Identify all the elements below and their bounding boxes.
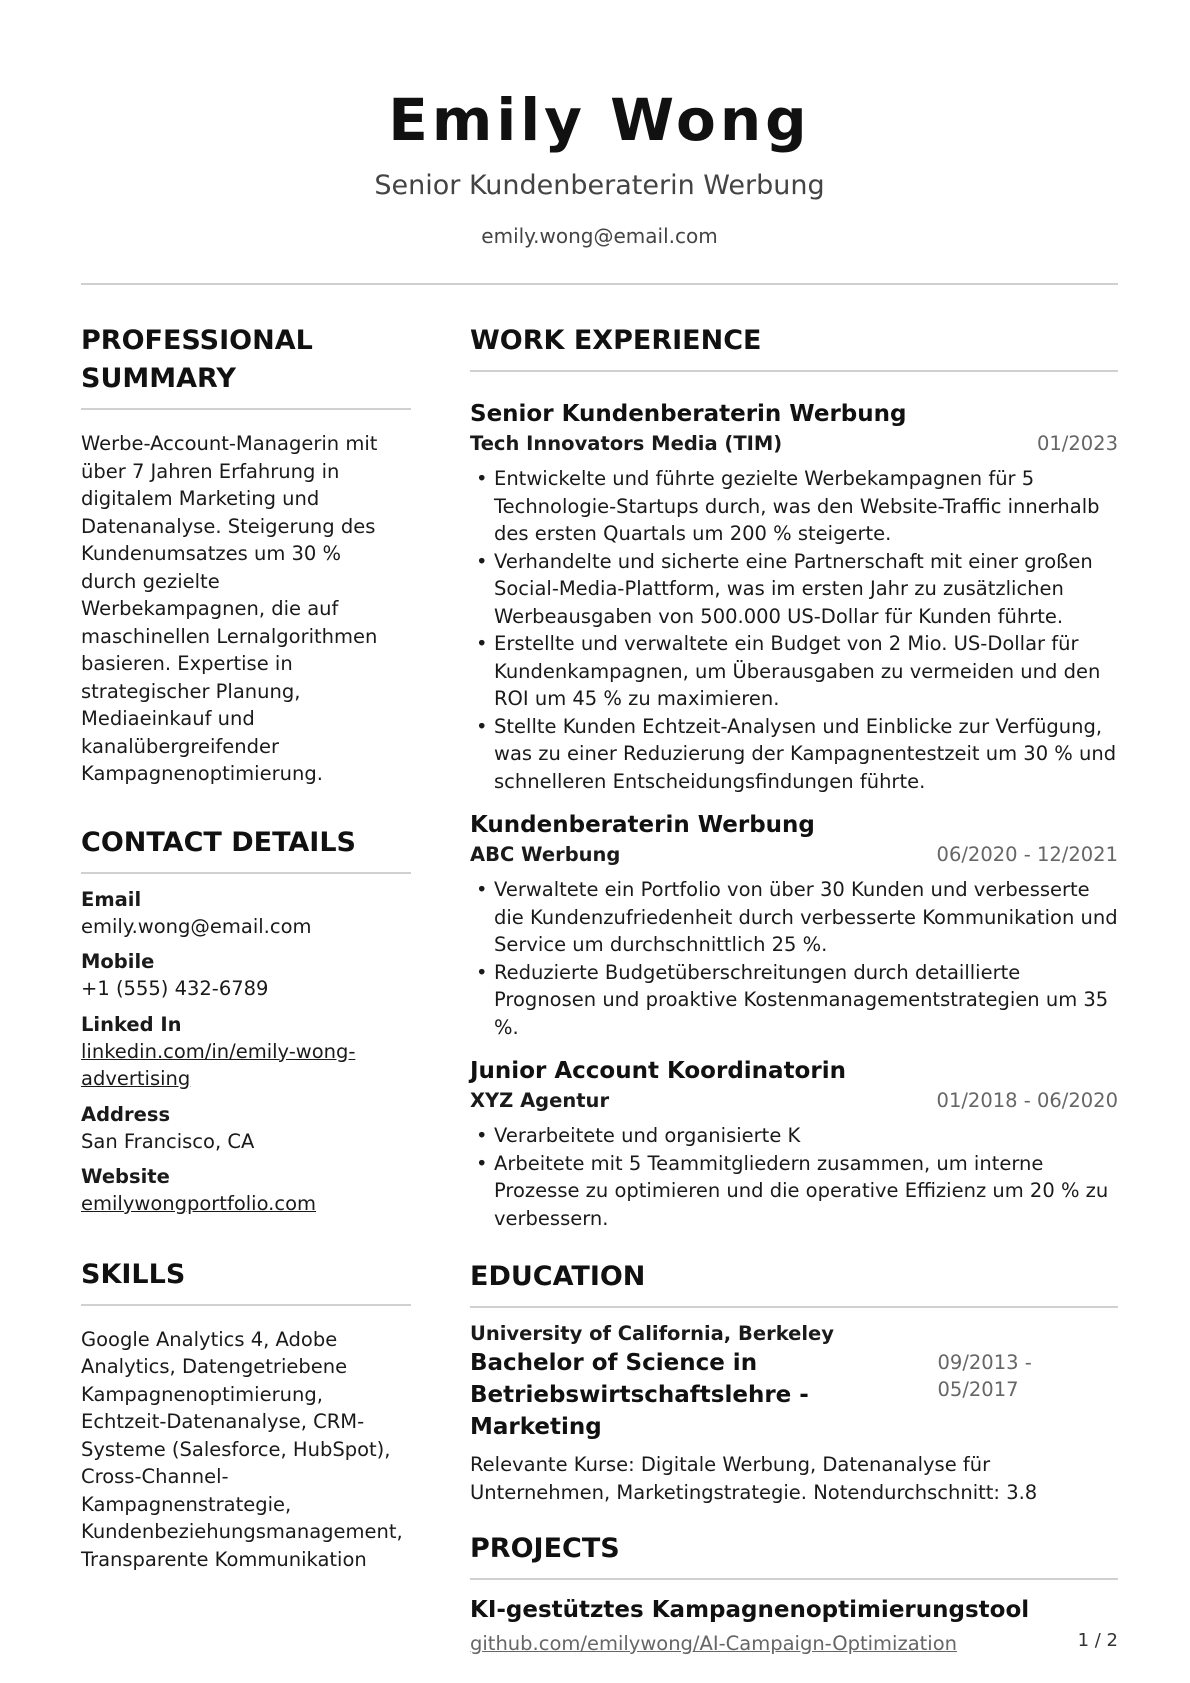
job-entry bbox=[470, 398, 1118, 795]
contact-value: emily.wong@email.com bbox=[81, 914, 312, 938]
contact-label: Email bbox=[81, 887, 142, 911]
job-date: 06/2020 - 12/2021 bbox=[936, 843, 1118, 866]
contact-linkedin bbox=[81, 1011, 411, 1093]
linkedin-link[interactable]: linkedin.com/in/emily-wong-advertising bbox=[81, 1039, 356, 1090]
job-bullets bbox=[470, 1122, 1118, 1232]
job-title: Senior Kundenberaterin Werbung bbox=[470, 401, 907, 427]
project-title: KI-gestütztes Kampagnenoptimierungstool bbox=[470, 1597, 1030, 1623]
contact-value: +1 (555) 432-6789 bbox=[81, 977, 269, 1000]
education-details: Relevante Kurse: Digitale Werbung, Datenanalyse für Unternehmen, Marketingstrategie. Notendurchschnitt: 3.8 bbox=[470, 1453, 1038, 1504]
header-email: emily.wong@email.com bbox=[481, 224, 718, 248]
contact-label: Linked In bbox=[81, 1012, 182, 1036]
candidate-name: Emily Wong bbox=[388, 86, 811, 154]
bullet-item: • Entwickelte und führte gezielte Werbekampagnen für 5 Technologie-Startups durch, was den Website-Traffic innerhalb des ersten Quartals um 200 % steigerte. bbox=[470, 465, 1118, 548]
contact-email bbox=[81, 886, 411, 941]
right-column bbox=[470, 322, 1118, 1658]
job-date: 01/2023 bbox=[1036, 432, 1118, 455]
company-name: XYZ Agentur bbox=[470, 1089, 610, 1112]
contact-label: Website bbox=[81, 1165, 170, 1188]
job-date: 01/2018 - 06/2020 bbox=[936, 1089, 1118, 1112]
left-column bbox=[81, 322, 411, 1573]
contact-divider bbox=[81, 872, 411, 874]
skills-heading: SKILLS bbox=[81, 1258, 186, 1290]
projects-section bbox=[470, 1530, 1118, 1658]
summary-heading: PROFESSIONAL SUMMARY bbox=[81, 325, 313, 394]
contact-mobile bbox=[81, 948, 411, 1003]
bullet-item: • Stellte Kunden Echtzeit-Analysen und Einblicke zur Verfügung, was zu einer Reduzierung der Kampagnentestzeit um 30 % und schnelleren Entscheidungsfindungen führte. bbox=[470, 713, 1118, 796]
skills-divider bbox=[81, 1304, 411, 1306]
projects-heading: PROJECTS bbox=[470, 1533, 620, 1564]
contact-website bbox=[81, 1163, 411, 1218]
contact-section bbox=[81, 824, 411, 1218]
job-title: Kundenberaterin Werbung bbox=[470, 812, 815, 838]
job-title: Junior Account Koordinatorin bbox=[470, 1058, 846, 1084]
job-bullets bbox=[470, 876, 1118, 1041]
summary-text: Werbe-Account-Managerin mit über 7 Jahren Erfahrung in digitalem Marketing und Datenanalyse. Steigerung des Kundenumsatzes um 30 % durch gezielte Werbekampagnen, die auf maschinellen Lernalgorithmen basieren. Expertise in strategischer Planung, Mediaeinkauf und kanalübergreifender Kampagnenoptimierung. bbox=[81, 432, 378, 785]
project-link[interactable]: github.com/emilywong/AI-Campaign-Optimization bbox=[470, 1632, 957, 1655]
bullet-item: • Arbeitete mit 5 Teammitgliedern zusammen, um interne Prozesse zu optimieren und die operative Effizienz um 20 % zu verbessern. bbox=[470, 1150, 1118, 1233]
contact-address bbox=[81, 1101, 411, 1156]
job-entry bbox=[470, 1055, 1118, 1232]
contact-label: Address bbox=[81, 1102, 171, 1126]
education-date: 09/2013 - 05/2017 bbox=[937, 1351, 1032, 1401]
job-entry bbox=[470, 809, 1118, 1041]
candidate-title: Senior Kundenberaterin Werbung bbox=[374, 170, 825, 201]
header-divider bbox=[81, 283, 1118, 285]
contact-label: Mobile bbox=[81, 950, 155, 973]
company-name: Tech Innovators Media (TIM) bbox=[470, 432, 783, 455]
skills-text: Google Analytics 4, Adobe Analytics, Datengetriebene Kampagnenoptimierung, Echtzeit-Datenanalyse, CRM-Systeme (Salesforce, HubSpot), Cross-Channel-Kampagnenstrategie, Kundenbeziehungsmanagement, Transparente Kommunikation bbox=[81, 1327, 403, 1571]
bullet-item: • Reduzierte Budgetüberschreitungen durch detaillierte Prognosen und proaktive Kostenmanagementstrategien um 35 %. bbox=[470, 959, 1118, 1042]
school-name: University of California, Berkeley bbox=[470, 1322, 834, 1345]
bullet-item: • Verhandelte und sicherte eine Partnerschaft mit einer großen Social-Media-Plattform, was im ersten Jahr zu zusätzlichen Werbeausgaben von 500.000 US-Dollar für Kunden führte. bbox=[470, 548, 1118, 631]
education-divider bbox=[470, 1306, 1118, 1308]
resume-header bbox=[81, 82, 1118, 250]
projects-divider bbox=[470, 1578, 1118, 1580]
summary-section bbox=[81, 322, 411, 788]
bullet-item: • Verwaltete ein Portfolio von über 30 Kunden und verbesserte die Kundenzufriedenheit durch verbesserte Kommunikation und Service um durchschnittlich 25 %. bbox=[470, 876, 1118, 959]
education-heading: EDUCATION bbox=[470, 1261, 646, 1292]
bullet-item: • Verarbeitete und organisierte K bbox=[470, 1122, 1118, 1150]
skills-section bbox=[81, 1256, 411, 1574]
bullet-item: • Erstellte und verwaltete ein Budget von 2 Mio. US-Dollar für Kundenkampagnen, um Überausgaben zu vermeiden und den ROI um 45 % zu maximieren. bbox=[470, 630, 1118, 713]
experience-section bbox=[470, 322, 1118, 1232]
company-name: ABC Werbung bbox=[470, 843, 621, 866]
experience-divider bbox=[470, 370, 1118, 372]
resume-page bbox=[81, 0, 1118, 1683]
page-number: 1 / 2 bbox=[1077, 1630, 1118, 1651]
education-section bbox=[470, 1258, 1118, 1506]
job-bullets bbox=[470, 465, 1118, 795]
contact-heading: CONTACT DETAILS bbox=[81, 826, 356, 858]
degree-title: Bachelor of Science in Betriebswirtschaftslehre - Marketing bbox=[470, 1350, 809, 1440]
website-link[interactable]: emilywongportfolio.com bbox=[81, 1192, 317, 1215]
summary-divider bbox=[81, 408, 411, 410]
experience-heading: WORK EXPERIENCE bbox=[470, 325, 762, 356]
contact-value: San Francisco, CA bbox=[81, 1129, 255, 1153]
